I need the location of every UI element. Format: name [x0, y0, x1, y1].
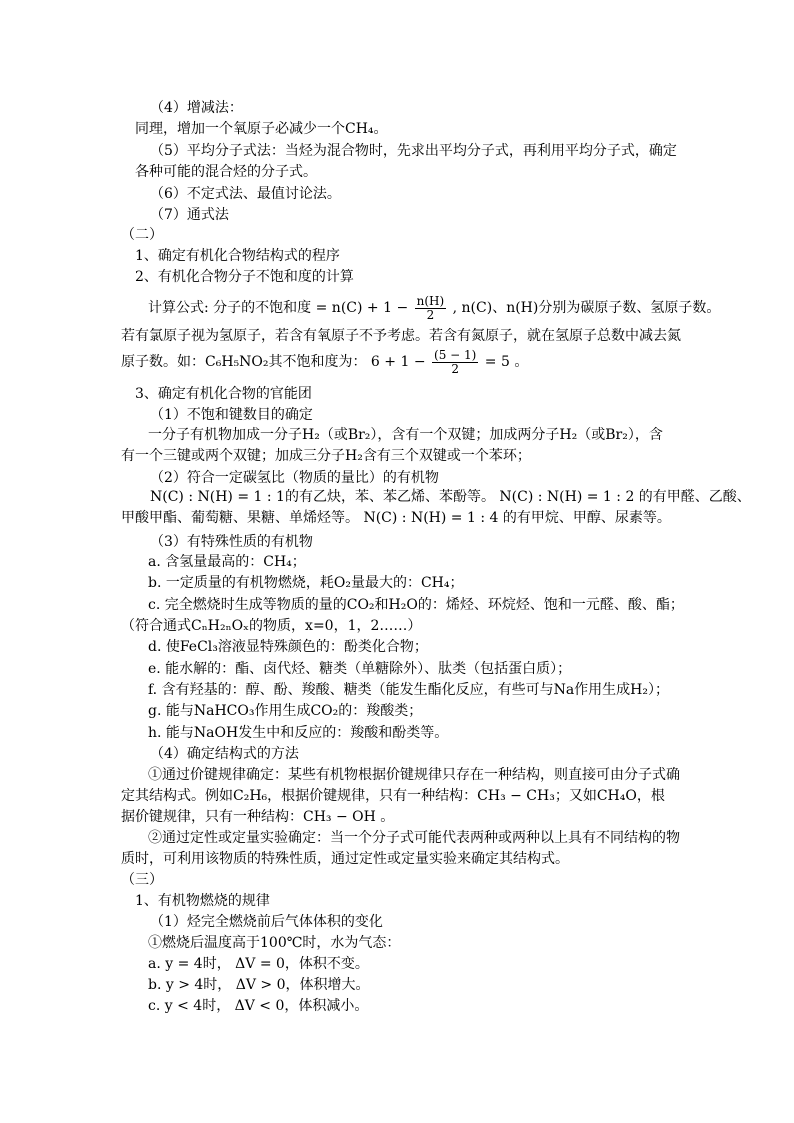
list-item: a. y = 4时， ΔV = 0，体积不变。 [148, 956, 369, 972]
text-line: 1、确定有机化合物结构式的程序 [135, 248, 340, 264]
text-line: ①通过价键规律确定：某些有机物根据价键规律只存在一种结构，则直接可由分子式确 [148, 767, 680, 783]
text-line: 各种可能的混合烃的分子式。 [135, 164, 317, 180]
list-item: b. y > 4时， ΔV > 0，体积增大。 [148, 977, 370, 993]
text-line: 定其结构式。例如C₂H₆，根据价键规律，只有一种结构：CH₃ − CH₃；又如CH₄O，根 [121, 788, 665, 804]
section-heading: （三） [121, 872, 163, 888]
list-item: b. 一定质量的有机物燃烧，耗O₂量最大的：CH₄； [148, 575, 464, 591]
formula-line [148, 290, 720, 326]
section-heading: （二） [121, 227, 163, 243]
text-line: ②通过定性或定量实验确定：当一个分子式可能代表两种或两种以上具有不同结构的物 [148, 830, 680, 846]
list-item: e. 能水解的：酯、卤代烃、糖类（单糖除外）、肽类（包括蛋白质）； [148, 661, 572, 677]
text-line: ①燃烧后温度高于100℃时，水为气态： [148, 935, 401, 951]
formula-suffix: = 5 。 [484, 354, 529, 370]
formula-line [121, 344, 528, 380]
text-line: （5）平均分子式法：当烃为混合物时，先求出平均分子式，再利用平均分子式，确定 [150, 143, 677, 159]
formula-suffix: , n(C)、n(H)分别为碳原子数、氢原子数。 [452, 300, 721, 316]
text-line: （6）不定式法、最值讨论法。 [150, 186, 341, 202]
text-line: （1）不饱和键数目的确定 [150, 407, 313, 423]
list-item: h. 能与NaOH发生中和反应的：羧酸和酚类等。 [148, 725, 449, 741]
text-line: 有一个三键或两个双键；加成三分子H₂含有三个双键或一个苯环； [121, 448, 531, 464]
text-line: 甲酸甲酯、葡萄糖、果糖、单烯烃等。 N(C) : N(H) = 1 : 4 的有甲烷、甲醇、尿素等。 [121, 510, 671, 526]
text-line: （2）符合一定碳氢比（物质的量比）的有机物 [150, 470, 439, 486]
text-line: （符合通式CₙH₂ₙOₓ的物质，x=0，1，2……） [121, 618, 422, 634]
text-line: 一分子有机物加成一分子H₂（或Br₂），含有一个双键；加成两分子H₂（或Br₂），含 [148, 427, 663, 443]
fraction [432, 349, 478, 376]
list-item: d. 使FeCl₃溶液显特殊颜色的：酚类化合物； [148, 639, 428, 655]
formula-prefix: 原子数。如：C₆H₅NO₂其不饱和度为： 6 + 1 − [121, 354, 426, 370]
text-line: （7）通式法 [150, 207, 229, 223]
text-line: （3）有特殊性质的有机物 [150, 534, 313, 550]
text-line: （1）烃完全燃烧前后气体体积的变化 [150, 914, 383, 930]
text-line: （4）增减法： [150, 100, 243, 116]
fraction-numerator: (5 − 1) [434, 347, 477, 362]
list-item: f. 含有羟基的：醇、酚、羧酸、糖类（能发生酯化反应，有些可与Na作用生成H₂）； [148, 682, 669, 698]
fraction-denominator: 2 [451, 361, 459, 376]
text-line: （4）确定结构式的方法 [150, 746, 299, 762]
list-item: a. 含氢量最高的：CH₄； [148, 554, 306, 570]
text-line: 2、有机化合物分子不饱和度的计算 [135, 269, 354, 285]
text-line: 据价键规律，只有一种结构：CH₃ − OH 。 [121, 809, 395, 825]
list-item: g. 能与NaHCO₃作用生成CO₂的：羧酸类； [148, 703, 423, 719]
text-line: 3、确定有机化合物的官能团 [135, 386, 312, 402]
text-line: 同理，增加一个氧原子必减少一个CH₄。 [135, 121, 388, 137]
list-item: c. 完全燃烧时生成等物质的量的CO₂和H₂O的：烯烃、环烷烃、饱和一元醛、酸、酯； [148, 597, 684, 613]
text-line: 质时，可利用该物质的特殊性质，通过定性或定量实验来确定其结构式。 [121, 851, 569, 867]
formula-prefix: 计算公式: 分子的不饱和度 = n(C) + 1 − [148, 300, 409, 316]
text-line: 1、有机物燃烧的规律 [135, 893, 270, 909]
list-item: c. y < 4时， ΔV < 0，体积减小。 [148, 998, 369, 1014]
fraction-denominator: 2 [426, 307, 435, 322]
text-line: 若有氯原子视为氢原子，若含有氧原子不予考虑。若含有氮原子，就在氢原子总数中减去氮 [121, 328, 681, 344]
text-line: N(C) : N(H) = 1 : 1的有乙炔，苯、苯乙烯、苯酚等。 N(C) : N(H) = 1 : 2 的有甲醛、乙酸、 [150, 489, 751, 505]
fraction-numerator: n(H) [416, 293, 445, 308]
fraction [415, 295, 447, 322]
